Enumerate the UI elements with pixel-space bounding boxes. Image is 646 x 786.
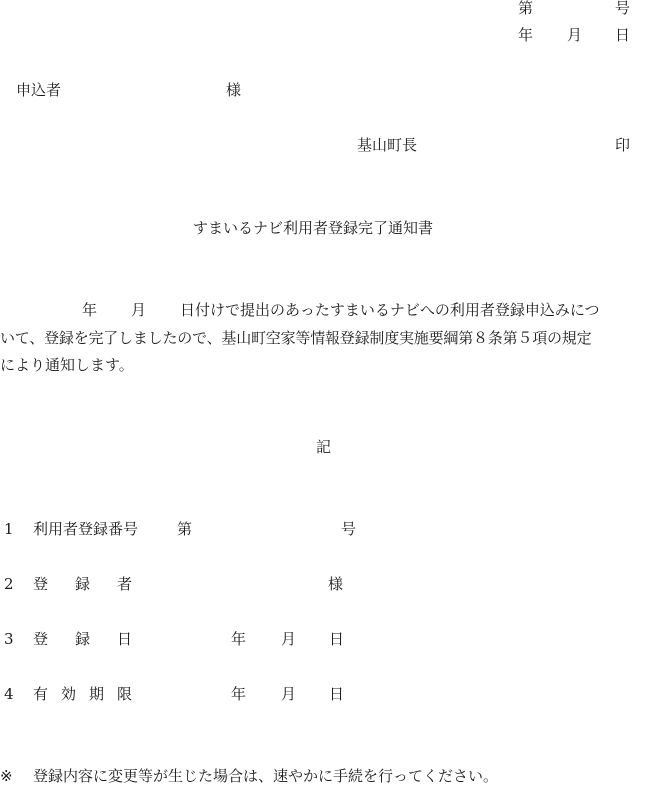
- document-title: すまいるナビ利用者登録完了通知書: [193, 219, 434, 237]
- item-label-char: 録: [75, 575, 91, 593]
- item-label-char: 者: [117, 575, 133, 593]
- body-year: 年: [82, 301, 98, 319]
- note-mark: ※: [0, 767, 13, 785]
- item-number: 1: [4, 520, 14, 538]
- ki-label: 記: [316, 438, 332, 456]
- item-year: 年: [231, 630, 247, 648]
- item-label-char: 日: [117, 630, 133, 648]
- body-line2: いて、登録を完了しましたので、基山町空家等情報登録制度実施要綱第８条第５項の規定: [0, 329, 592, 347]
- item-number: 2: [4, 575, 14, 593]
- item-label-char: 期: [89, 685, 105, 703]
- number-suffix: 号: [615, 0, 631, 17]
- item-day: 日: [329, 685, 345, 703]
- item-value-suffix: 様: [328, 575, 344, 593]
- item-value-suffix: 号: [341, 520, 357, 538]
- item-day: 日: [329, 630, 345, 648]
- item-year: 年: [231, 685, 247, 703]
- item-label-char: 登: [33, 630, 49, 648]
- applicant-honorific: 様: [226, 81, 242, 99]
- item-label-char: 録: [75, 630, 91, 648]
- item-label-char: 限: [117, 685, 133, 703]
- item-label-char: 登: [33, 575, 49, 593]
- body-line1: 日付けで提出のあったすまいるナビへの利用者登録申込みにつ: [180, 301, 600, 319]
- item-label: 利用者登録番号: [33, 520, 139, 538]
- date-month: 月: [567, 26, 583, 44]
- date-day: 日: [615, 26, 631, 44]
- item-number: 4: [4, 685, 14, 703]
- number-prefix: 第: [518, 0, 534, 17]
- issuer-seal: 印: [615, 136, 631, 154]
- item-number: 3: [4, 630, 14, 648]
- item-month: 月: [281, 685, 297, 703]
- date-year: 年: [518, 26, 534, 44]
- note-text: 登録内容に変更等が生じた場合は、速やかに手続を行ってください。: [33, 767, 499, 785]
- issuer-name: 基山町長: [357, 136, 418, 154]
- applicant-label: 申込者: [16, 81, 62, 99]
- item-value-prefix: 第: [177, 520, 193, 538]
- item-label-char: 有: [33, 685, 49, 703]
- item-month: 月: [281, 630, 297, 648]
- item-label-char: 効: [61, 685, 77, 703]
- body-line3: により通知します。: [0, 356, 134, 374]
- body-month: 月: [131, 301, 147, 319]
